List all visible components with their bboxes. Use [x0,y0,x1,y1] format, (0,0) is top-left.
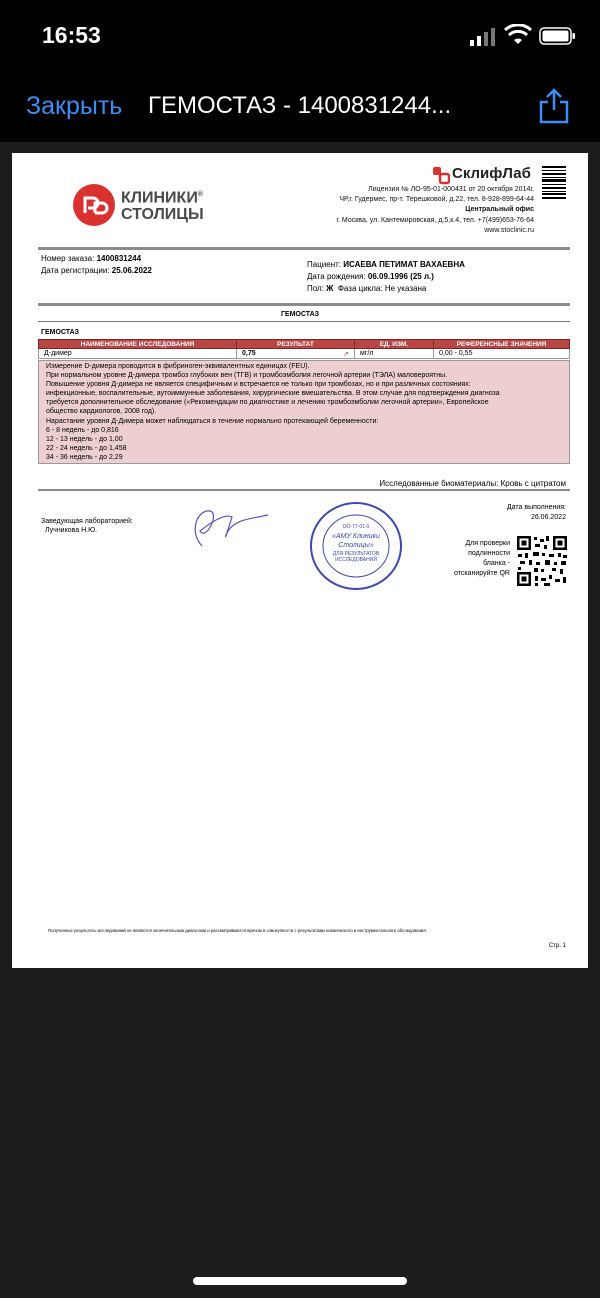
battery-icon [539,27,576,45]
done-label: Дата выполнения: [506,504,566,511]
table-row [39,349,570,359]
patient-name-label: Пациент: [307,260,342,269]
comment-line: 34 - 36 недель - до 2,29 [46,453,123,461]
group-title: ГЕМОСТАЗ [41,329,80,336]
comment-line: Повышение уровня Д-димера не является специфичным и встречается не только при тромбозах, но и при различных состояниях: [46,381,471,389]
col-header-name: НАИМЕНОВАНИЕ ИССЛЕДОВАНИЯ [39,340,237,349]
svg-text:Столицы»: Столицы» [338,542,374,549]
registered-mark: ® [197,191,203,198]
table-header-row [39,340,570,349]
lab-address2: г. Москва, ул. Кантемировская, д.5,к.4, тел. +7(499)653-76-64 [336,216,534,224]
test-reference: 0,00 - 0,55 [434,349,570,359]
nav-bar [0,72,600,142]
comment-line: Измерение D-димера проводится в фибриноген-эквивалентных единицах (FEU). [46,363,310,370]
lab-address1: ЧР,г. Гудермес, пр-т. Терешковой, д.22, тел. 8-928-899-64-44 [339,196,534,204]
svg-text:ДЛЯ РЕЗУЛЬТАТОВ: ДЛЯ РЕЗУЛЬТАТОВ [332,551,380,557]
col-header-ref: РЕФЕРЕНСНЫЕ ЗНАЧЕНИЯ [434,340,570,349]
comment-line: Нарастание уровня Д-Димера может наблюдаться в течение нормально протекающей беременности: [46,417,379,425]
patient-birth [307,272,434,281]
registration-date-label: Дата регистрации: [41,266,110,275]
order-number-value: 1400831244 [96,254,142,263]
comment-line: 12 - 13 недель - до 1,00 [46,435,123,443]
qr-instructions [454,539,510,579]
head-label: Заведующая лабораторией: [41,518,133,525]
clinic-name-line2: СТОЛИЦЫ [121,206,204,224]
clinic-name-line1: КЛИНИКИ [121,189,198,207]
test-comment [38,360,570,464]
comment-line: требуется дополнительное обследование («Рекомендации по диагностике и лечению тромбоэмболии легочной артерии», Европейское [46,399,489,407]
done-date: 26.06.2022 [530,514,566,521]
page-number: Стр. 1 [548,943,566,949]
wifi-icon [504,24,532,46]
barcode [542,166,566,199]
comment-line: 6 - 8 недель - до 0,816 [46,426,119,434]
comment-line: При нормальном уровне Д-димера тромбоз глубоких вен (ТГВ) и тромбоэмболия легочной артерии (ТЭЛА) маловероятны. [46,372,448,380]
svg-text:ОО-77-01-0: ОО-77-01-0 [342,524,370,530]
svg-text:«АМУ Клиники: «АМУ Клиники [332,533,380,540]
home-indicator[interactable] [193,1277,407,1285]
lab-info [264,185,534,236]
document-page[interactable] [12,153,588,968]
share-icon[interactable] [538,88,570,124]
order-number [41,254,141,263]
patient-sex-label: Пол: [307,284,324,293]
test-unit: мг/л [355,349,434,359]
qr-text-line: Для проверки [465,540,510,547]
status-time: 16:53 [42,22,101,48]
cycle-phase-value: Не указана [384,284,427,293]
clinic-logo-icon [72,183,116,227]
test-result-value: 0,75 [242,349,256,357]
lab-name: СклифЛаб [452,165,531,182]
signature-image [180,501,270,551]
qr-text-line: отсканируйте QR [454,570,510,577]
col-header-result: РЕЗУЛЬТАТ [237,340,355,349]
status-bar [0,0,600,72]
divider [38,489,570,491]
test-result [237,349,355,359]
registration-date [41,266,152,275]
comment-line: общество кардиологов, 2008 год). [46,408,157,416]
results-table [38,339,570,359]
close-button[interactable]: Закрыть [26,92,123,120]
patient-birth-value: 06.09.1996 (25 л.) [367,272,434,281]
clinic-logo-text [121,186,204,223]
order-number-label: Номер заказа: [41,254,95,263]
sklif-logo-icon [432,166,450,186]
arrow-up-icon: ↗ [343,350,349,358]
test-name: Д-димер [39,349,237,359]
patient-name [307,260,465,269]
stamp-image [308,500,404,592]
section-title: ГЕМОСТАЗ [280,311,320,318]
biomaterial-text: Исследованные биоматериалы: Кровь с цитратом [379,479,566,488]
patient-birth-label: Дата рождения: [307,272,366,281]
patient-name-value: ИСАЕВА ПЕТИМАТ ВАХАЕВНА [343,260,465,269]
qr-code[interactable] [516,535,568,587]
comment-line: 22 - 24 недель - до 1,458 [46,444,127,452]
svg-text:ИССЛЕДОВАНИЙ: ИССЛЕДОВАНИЙ [335,557,377,563]
signal-icon [470,28,496,46]
footer-note: Полученные результаты исследований не являются окончательным диагнозом и рассматриваются врачом в совокупности с результатами клинического и инструментального обследования. [48,928,427,933]
head-name: Лучникова Н.Ю. [45,527,98,534]
qr-text-line: бланка - [483,560,510,567]
lab-office-label: Центральный офис [465,206,534,214]
patient-sex-phase [307,284,426,293]
qr-text-line: подлинности [468,550,510,557]
lab-license: Лицензия № ЛО-95-01-000431 от 20 октября 2014г. [368,186,534,193]
cycle-phase-label: Фаза цикла: [337,284,383,293]
lab-site: www.stoclinic.ru [484,226,534,234]
divider [38,247,570,250]
document-title: ГЕМОСТАЗ - 1400831244... [148,92,452,119]
patient-sex-value: Ж [326,284,334,293]
comment-line: инфекционные, воспалительные, аутоиммунные заболевания, хирургические вмешательства. В этом случае для подтверждения диагноза [46,390,500,398]
registration-date-value: 25.06.2022 [111,266,152,275]
divider [38,303,570,306]
divider [38,321,570,322]
col-header-unit: ЕД. ИЗМ. [355,340,434,349]
